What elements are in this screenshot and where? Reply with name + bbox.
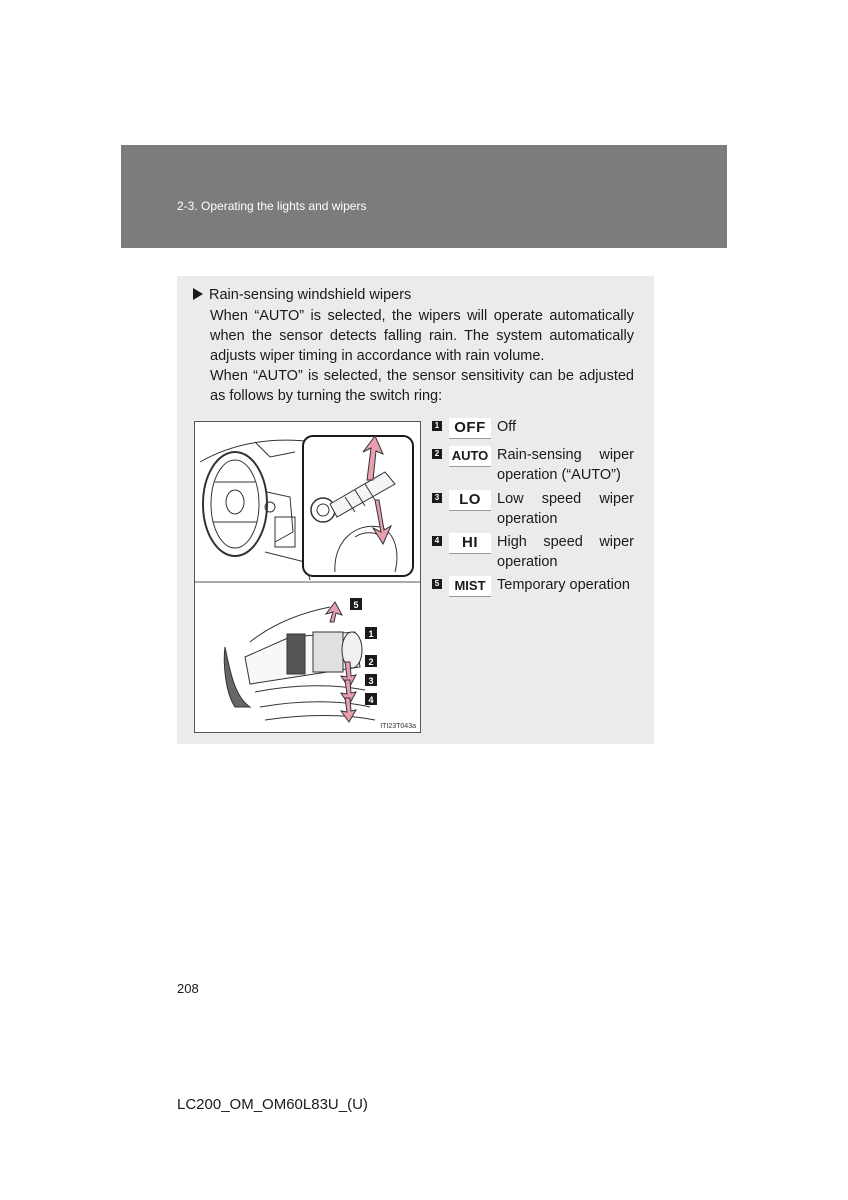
bullet-heading bbox=[193, 285, 411, 305]
legend-number: 3 bbox=[432, 493, 442, 503]
section-title: 2-3. Operating the lights and wipers bbox=[177, 199, 367, 213]
bullet-heading-text: Rain-sensing windshield wipers bbox=[209, 287, 412, 303]
legend-item-off bbox=[432, 417, 634, 445]
mode-legend bbox=[432, 417, 634, 599]
legend-description: Low speed wiper operation bbox=[497, 491, 634, 527]
paragraph-auto: When “AUTO” is selected, the wipers will operate automatically when the sensor detects falling rain. The system automatically adjusts wiper timing in accordance with rain volume. bbox=[210, 308, 634, 364]
svg-text:1: 1 bbox=[368, 629, 374, 639]
legend-item-lo bbox=[432, 489, 634, 532]
legend-item-mist bbox=[432, 575, 634, 599]
figure-code: ITI23T043a bbox=[380, 723, 416, 730]
header-band bbox=[121, 145, 727, 248]
mode-label-auto: AUTO bbox=[449, 446, 491, 467]
content-box bbox=[177, 276, 654, 744]
mode-label-mist: MIST bbox=[449, 576, 491, 597]
svg-text:4: 4 bbox=[368, 695, 374, 705]
legend-description: Temporary operation bbox=[497, 577, 630, 593]
illustration-drawing bbox=[195, 422, 420, 732]
svg-text:5: 5 bbox=[353, 600, 359, 610]
paragraph-sensitivity: When “AUTO” is selected, the sensor sensitivity can be adjusted as follows by turning the switch ring: bbox=[210, 368, 634, 404]
callout-1 bbox=[365, 627, 377, 639]
legend-description: High speed wiper operation bbox=[497, 534, 634, 570]
mode-label-hi: HI bbox=[449, 533, 491, 554]
mode-label-off: OFF bbox=[449, 418, 491, 439]
legend-item-auto bbox=[432, 445, 634, 489]
page-number: 208 bbox=[177, 981, 199, 996]
document-code: LC200_OM_OM60L83U_(U) bbox=[177, 1096, 368, 1113]
callout-3 bbox=[365, 674, 377, 686]
mode-label-lo: LO bbox=[449, 490, 491, 511]
svg-text:3: 3 bbox=[368, 676, 374, 686]
callout-2 bbox=[365, 655, 377, 667]
legend-number: 2 bbox=[432, 449, 442, 459]
legend-number: 1 bbox=[432, 421, 442, 431]
legend-item-hi bbox=[432, 532, 634, 575]
svg-text:2: 2 bbox=[368, 657, 374, 667]
legend-number: 4 bbox=[432, 536, 442, 546]
legend-number: 5 bbox=[432, 579, 442, 589]
wiper-switch-illustration bbox=[194, 421, 421, 733]
legend-description: Off bbox=[497, 419, 517, 435]
callout-4 bbox=[365, 693, 377, 705]
bullet-arrow-icon bbox=[193, 288, 203, 300]
legend-description: Rain-sensing wiper operation (“AUTO”) bbox=[497, 447, 634, 483]
callout-5 bbox=[350, 598, 362, 610]
